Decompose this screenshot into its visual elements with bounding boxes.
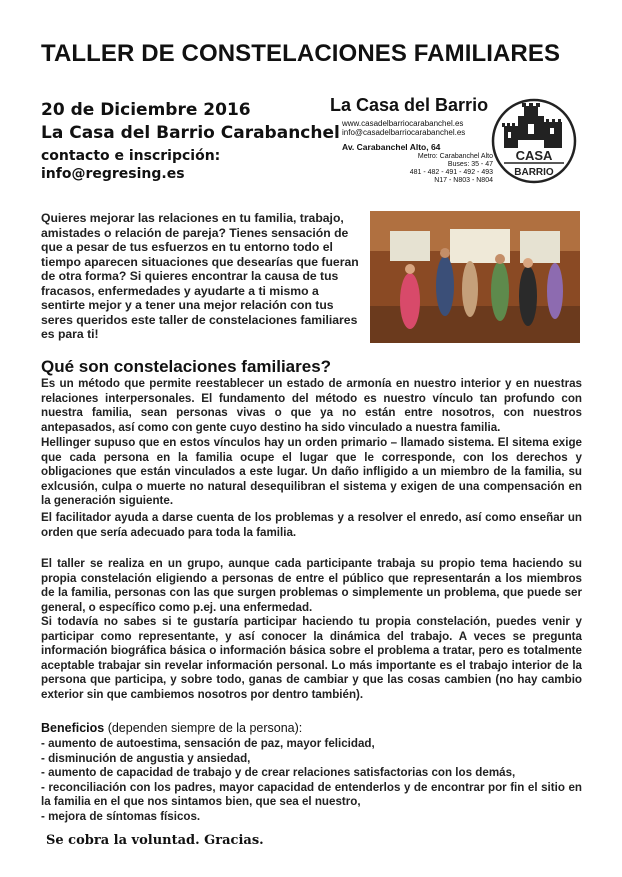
venue-metro: Metro: Carabanchel Alto [417, 153, 493, 160]
list-item: - mejora de síntomas físicos. [41, 809, 201, 823]
venue-address: Av. Carabanchel Alto, 64 [342, 142, 441, 152]
benefits-list [41, 737, 582, 825]
paragraph-facilitator: El facilitador ayuda a darse cuenta de los problemas y a resolver el enredo, así como enseñar un orden que sería adecuado para toda la familia. [41, 511, 582, 539]
page-title: TALLER DE CONSTELACIONES FAMILIARES [41, 40, 561, 67]
venue-email: info@casadelbarriocarabanchel.es [342, 128, 466, 137]
list-item: - disminución de angustia y ansiedad, [41, 751, 251, 765]
venue-website: www.casadelbarriocarabanchel.es [342, 119, 464, 128]
venue-buses-2: 481 - 482 - 491 - 492 - 493 [409, 169, 493, 176]
list-item: - aumento de autoestima, sensación de paz, mayor felicidad, [41, 737, 375, 750]
venue-name: La Casa del Barrio [330, 95, 489, 115]
contact-label: contacto e inscripción: [41, 148, 221, 164]
venue-block [330, 95, 493, 184]
casa-del-barrio-logo [490, 96, 578, 186]
benefits-heading: Beneficios [41, 721, 105, 735]
venue-night-buses: N17 - N803 - N804 [434, 177, 493, 184]
logo-text-top: CASA [515, 148, 553, 163]
venue-buses: Buses: 35 - 47 [447, 161, 493, 168]
paragraph-hellinger: Hellinger supuso que en estos vínculos hay un orden primario – llamado sistema. El sitema exige que cada persona en la familia ocupe el lugar que le corresponde, con los derechos y obligaciones que están vinculados a este lugar. Un daño infligido a un miembro de la familia, su exlcusión, culpa o muerte no natural desequilibran el sistema y exigen de una compensación en la generación siguiente. [41, 436, 582, 507]
intro-paragraph: Quieres mejorar las relaciones en tu familia, trabajo, amistades o relación de pareja? Tienes sensación de que a pesar de tus esfuerzos en tu entorno todo el tiempo aparecen situaciones que desearías que fueran de otra forma? Si quieres encontrar la causa de tus fracasos, enfermedades y ayudarte a ti mismo a sentirte mejor y a tener una mejor relación con tus seres queridos este taller de constelaciones familiares es para ti! [41, 211, 359, 341]
section-heading: Qué son constelaciones familiares? [41, 357, 332, 376]
event-date: 20 de Diciembre 2016 [41, 100, 251, 120]
footer-note: Se cobra la voluntad. Gracias. [46, 833, 264, 848]
event-info [41, 99, 340, 183]
event-venue: La Casa del Barrio Carabanchel [41, 123, 340, 143]
list-item: - aumento de capacidad de trabajo y de crear relaciones satisfactorias con los demás, [41, 766, 516, 780]
paragraph-participation: Si todavía no sabes si te gustaría participar haciendo tu propia constelación, puedes venir y participar como representante, y así conocer la dinámica del trabajo. A veces se pregunta información biográfica básica o información básica sobre el problema a tratar, pero es totalmente aceptable trabajar sin revelar información personal. Lo más importante es el trabajo interior de la persona que participa, y sobre todo, ganas de cambiar y que las cosas cambien (no hay cambio exterior sin que cambiemos nosotros por dentro también). [41, 615, 582, 701]
workshop-photo [370, 211, 580, 343]
logo-text-bottom: BARRIO [514, 167, 554, 178]
paragraph-definition: Es un método que permite reestablecer un estado de armonía en nuestro interior y en nuestras relaciones interpersonales. El fundamento del método es nuestro vínculo tan profundo con nuestra familia, sean personas vivas o que ya no están entre nosotros, con nuestros antepasados, así como con gente cuyo destino ha sido vinculado a nuestra familia. [41, 377, 582, 434]
paragraph-workshop: El taller se realiza en un grupo, aunque cada participante trabaja su propio tema haciendo su propia constelación eligiendo a personas de entre el público que representarán a los miembros de la familia, personas con las que surgen problemas o simplemente un problema, que puede ser general, o específico como p.ej. una enfermedad. [41, 557, 582, 614]
list-item: - reconciliación con los padres, mayor capacidad de entenderlos y de encontrar por fin el sitio en la familia en el que nos sintamos bien, que sea el nuestro, [41, 780, 582, 809]
contact-email: info@regresing.es [41, 166, 185, 182]
benefits-note: (dependen siempre de la persona): [104, 721, 303, 735]
benefits-title [41, 721, 302, 735]
